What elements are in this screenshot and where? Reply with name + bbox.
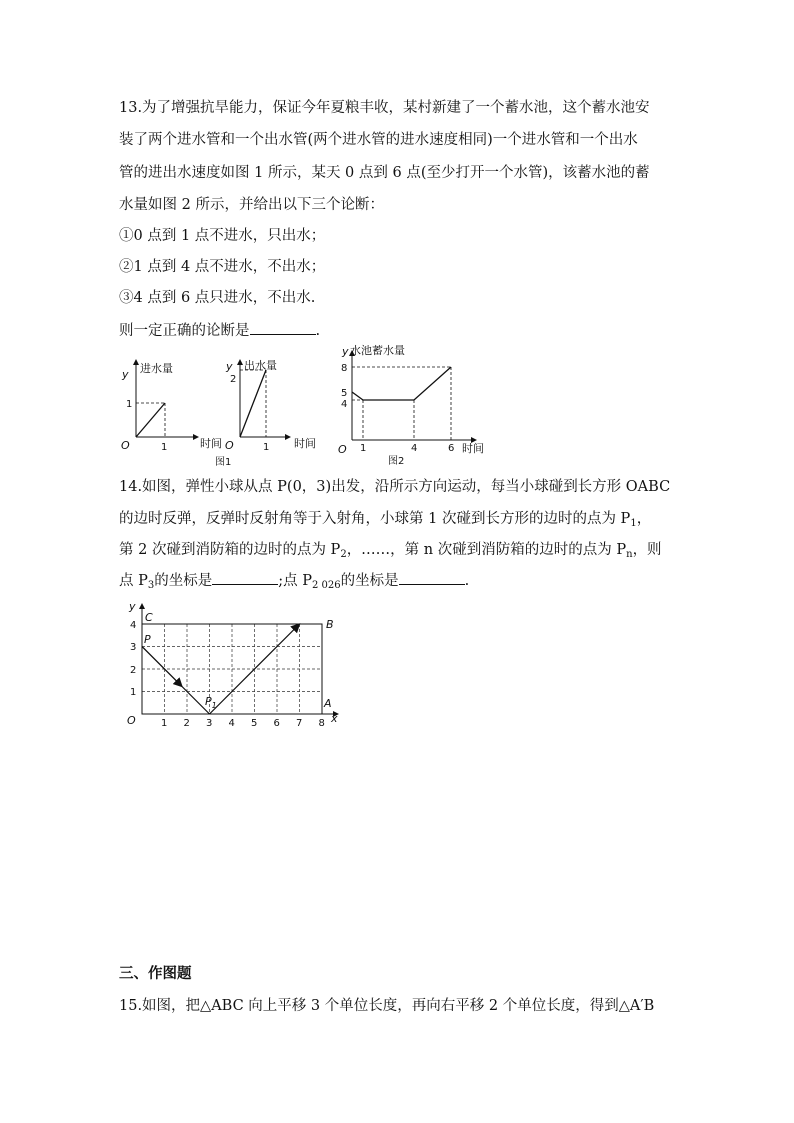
fig2-title: 水池蓄水量 (350, 344, 405, 357)
fig3-point-a: A (324, 697, 332, 710)
fig3-x-tick-4: 4 (228, 718, 235, 729)
q13-line-4: 水量如图 2 所示，并给出以下三个论断： (119, 197, 384, 213)
q13-answer-blank[interactable] (250, 320, 316, 335)
fig3-y-label: y (129, 600, 136, 613)
section-3-title: 三、作图题 (119, 965, 192, 982)
fig3-y-tick-4: 4 (130, 620, 137, 631)
g1-x-label: 时间 (200, 437, 222, 450)
fig3-point-c: C (145, 611, 153, 624)
q14-line-2-text: 的边时反弹，反弹时反射角等于入射角，小球第 1 次碰到长方形的边时的点为 P (119, 511, 631, 527)
q14-line-4-e: . (464, 573, 470, 589)
fig2-x-tick-6: 6 (448, 443, 455, 454)
g2-y-tick: 2 (230, 374, 237, 385)
q14-p2-sub: 2 (340, 549, 347, 560)
q14-p2026-sub: 2 026 (312, 580, 341, 591)
q14-p3-sub: 3 (147, 580, 155, 591)
q13-line-3: 管的进出水速度如图 1 所示，某天 0 点到 6 点(至少打开一个水管)，该蓄水池的蓄 (119, 165, 650, 181)
fig3-y-tick-2: 2 (130, 665, 137, 676)
fig3-point-b: B (326, 618, 334, 631)
q15-line-1: 15.如图，把△ABC 向上平移 3 个单位长度，再向右平移 2 个单位长度，得到△A′B (119, 998, 655, 1014)
figure-1-caption: 图1 (215, 457, 232, 468)
q14-line-4-c: ;点 P (278, 573, 313, 589)
fig3-x-tick-2: 2 (183, 718, 190, 729)
fig3-x-tick-7: 7 (296, 718, 303, 729)
fig2-x-label: 时间 (462, 442, 484, 455)
fig3-x-label: x (331, 712, 338, 725)
q13-question-text: 则一定正确的论断是 (119, 323, 250, 339)
fig2-line (352, 367, 451, 400)
g2-x-tick: 1 (263, 442, 270, 453)
q13-line-2: 装了两个进水管和一个出水管(两个进水管的进水速度相同)一个进水管和一个出水 (119, 132, 638, 148)
fig3-x-tick-1: 1 (161, 718, 168, 729)
q14-line-3-a: 第 2 次碰到消防箱的边时的点为 P (119, 542, 341, 558)
q14-pn-sub: n (626, 549, 633, 560)
g1-title: 进水量 (140, 362, 173, 375)
g2-title: 出水量 (244, 359, 277, 372)
g1-line (136, 403, 165, 437)
q14-line-3-b: ，……，第 n 次碰到消防箱的边时的点为 P (346, 542, 627, 558)
fig3-x-tick-3: 3 (206, 718, 213, 729)
q13-option-3: ③4 点到 6 点只进水，不出水. (119, 290, 316, 306)
fig2-y-tick-8: 8 (341, 363, 348, 374)
fig3-grid (142, 624, 322, 714)
q14-line-1: 14.如图，弹性小球从点 P(0，3)出发，沿所示方向运动，每当小球碰到长方形 OABC (119, 479, 671, 495)
q13-option-2: ②1 点到 4 点不进水，不出水； (119, 259, 326, 275)
fig2-x-tick-4: 4 (411, 443, 418, 454)
fig2-y-tick-5: 5 (341, 388, 348, 399)
fig3-origin: O (127, 714, 136, 727)
fig3-y-tick-1: 1 (130, 687, 137, 698)
g1-y-label: y (122, 368, 129, 381)
g1-x-tick: 1 (161, 442, 168, 453)
g2-origin: O (225, 439, 234, 452)
q14-line-3 (119, 540, 662, 565)
fig2-x-tick-1: 1 (360, 443, 367, 454)
fig2-origin: O (338, 443, 347, 456)
q14-answer-blank-2[interactable] (399, 570, 465, 585)
q14-line-2-end: ， (636, 511, 652, 527)
fig3-x-tick-5: 5 (251, 718, 258, 729)
g1-origin: O (121, 439, 130, 452)
fig2-y-label: y (342, 345, 349, 358)
g2-y-label: y (226, 360, 233, 373)
fig3-point-p1-sub: 1 (211, 701, 217, 710)
q13-question-end: . (315, 323, 321, 339)
fig2-y-tick-4: 4 (341, 399, 348, 410)
fig3-point-p: P (144, 633, 151, 646)
figure-1 (118, 350, 338, 470)
fig3-point-p1-letter: P (205, 695, 212, 708)
figure-3 (116, 600, 346, 730)
q14-line-4-b: 的坐标是 (154, 573, 213, 589)
q14-line-4-d: 的坐标是 (340, 573, 399, 589)
q14-line-4 (119, 570, 469, 596)
q13-option-1: ①0 点到 1 点不进水，只出水； (119, 228, 326, 244)
fig3-point-p1 (205, 695, 217, 710)
figure-2-caption: 图2 (388, 456, 405, 467)
g2-x-label: 时间 (294, 437, 316, 450)
q14-answer-blank-1[interactable] (212, 570, 278, 585)
fig3-y-tick-3: 3 (130, 642, 137, 653)
q14-line-3-c: ，则 (632, 542, 662, 558)
g2-line (240, 370, 266, 437)
fig3-x-tick-6: 6 (273, 718, 280, 729)
q14-line-4-a: 点 P (119, 573, 148, 589)
q13-question (119, 320, 320, 341)
figure-2 (336, 343, 496, 468)
q13-line-1: 13.为了增强抗旱能力，保证今年夏粮丰收，某村新建了一个蓄水池，这个蓄水池安 (119, 100, 650, 116)
fig3-x-tick-8: 8 (318, 718, 325, 729)
fig3-path-1-arrow (142, 647, 182, 687)
q14-line-2 (119, 509, 651, 534)
q14-p1-sub: 1 (630, 518, 637, 529)
g1-y-tick: 1 (126, 399, 133, 410)
